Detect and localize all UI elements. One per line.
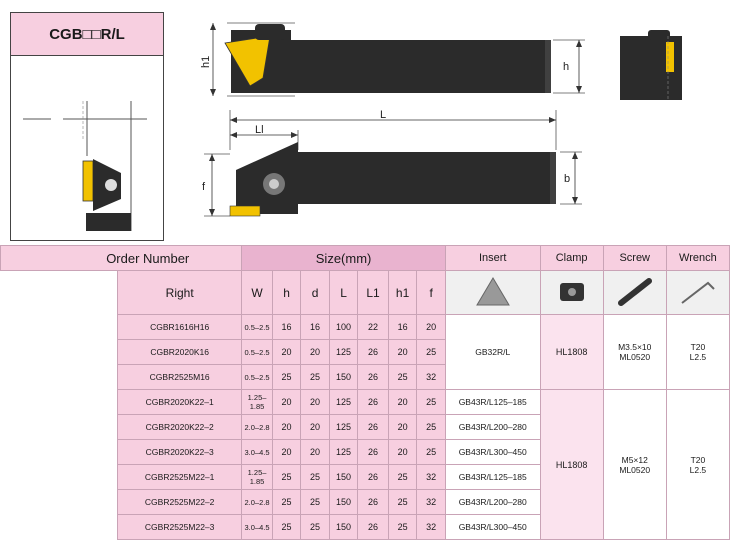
screw-size: M3.5×10 bbox=[618, 342, 652, 352]
cell-h: 25 bbox=[272, 365, 301, 390]
insert-cell: GB43R/L200–280 bbox=[445, 415, 540, 440]
cell-L1: 26 bbox=[358, 490, 389, 515]
cell-f: 32 bbox=[417, 465, 446, 490]
screw-header: Screw bbox=[603, 246, 666, 271]
clamp-thumbnail bbox=[540, 271, 603, 315]
wrench-header: Wrench bbox=[666, 246, 729, 271]
cell-h1: 16 bbox=[388, 315, 417, 340]
insert-header: Insert bbox=[445, 246, 540, 271]
cell-d: 25 bbox=[301, 515, 330, 540]
cell-d: 20 bbox=[301, 415, 330, 440]
cell-f: 32 bbox=[417, 515, 446, 540]
wrench-cell bbox=[666, 315, 729, 390]
tool-end-view bbox=[618, 28, 690, 102]
dim-f-label: f bbox=[202, 181, 206, 193]
cell-h1: 25 bbox=[388, 515, 417, 540]
cell-h: 25 bbox=[272, 515, 301, 540]
cell-h: 16 bbox=[272, 315, 301, 340]
cell-L: 150 bbox=[329, 465, 358, 490]
cell-L: 125 bbox=[329, 340, 358, 365]
wrench-thumbnail bbox=[666, 271, 729, 315]
dim-b-label: b bbox=[564, 173, 571, 185]
cell-h: 25 bbox=[272, 465, 301, 490]
col-w-header: W bbox=[242, 271, 273, 315]
cell-h: 25 bbox=[272, 490, 301, 515]
tool-front-view bbox=[200, 110, 590, 228]
wrench-icon bbox=[676, 275, 720, 309]
screw-code: ML0520 bbox=[619, 464, 651, 475]
dim-h1-label: h1 bbox=[200, 55, 212, 68]
tool-top-view bbox=[195, 18, 595, 103]
cell-L1: 26 bbox=[358, 415, 389, 440]
insert-cell: GB32R/L bbox=[445, 315, 540, 390]
table-row-model: CGBR2020K22–1 bbox=[118, 390, 242, 415]
cell-h1: 20 bbox=[388, 440, 417, 465]
right-header: Right bbox=[118, 271, 242, 315]
wrench-size: T20 bbox=[690, 454, 706, 465]
insert-cell: GB43R/L300–450 bbox=[445, 515, 540, 540]
clamp-icon bbox=[552, 275, 592, 309]
col-L-header: L bbox=[329, 271, 358, 315]
cell-h: 20 bbox=[272, 415, 301, 440]
wrench-code: L2.5 bbox=[689, 464, 707, 475]
cell-w: 0.5–2.5 bbox=[242, 340, 273, 365]
order-number-header: Order Number bbox=[1, 246, 242, 271]
dim-h-label: h bbox=[563, 61, 570, 73]
cell-d: 20 bbox=[301, 340, 330, 365]
cell-d: 25 bbox=[301, 490, 330, 515]
cell-f: 32 bbox=[417, 490, 446, 515]
cell-d: 25 bbox=[301, 465, 330, 490]
cell-L: 125 bbox=[329, 390, 358, 415]
table-row-model: CGBR2525M22–3 bbox=[118, 515, 242, 540]
col-d-header: d bbox=[301, 271, 330, 315]
cell-d: 16 bbox=[301, 315, 330, 340]
screw-icon bbox=[613, 275, 657, 309]
cell-w: 0.5–2.5 bbox=[242, 365, 273, 390]
cell-w: 0.5–2.5 bbox=[242, 315, 273, 340]
cell-L1: 26 bbox=[358, 515, 389, 540]
table-row-model: CGBR2525M22–1 bbox=[118, 465, 242, 490]
cell-h: 20 bbox=[272, 440, 301, 465]
cell-L1: 26 bbox=[358, 465, 389, 490]
table-row-model: CGBR1616H16 bbox=[118, 315, 242, 340]
insert-cell: GB43R/L125–185 bbox=[445, 390, 540, 415]
table-row-model: CGBR2525M22–2 bbox=[118, 490, 242, 515]
cell-f: 25 bbox=[417, 340, 446, 365]
cell-L1: 26 bbox=[358, 340, 389, 365]
cell-w: 3.0–4.5 bbox=[242, 440, 273, 465]
cell-f: 20 bbox=[417, 315, 446, 340]
dim-L1-label: Ll bbox=[255, 124, 264, 136]
col-f-header: f bbox=[417, 271, 446, 315]
size-header: Size(mm) bbox=[242, 246, 446, 271]
screw-size: M5×12 bbox=[621, 454, 648, 465]
table-row-model: CGBR2525M16 bbox=[118, 365, 242, 390]
col-h-header: h bbox=[272, 271, 301, 315]
cell-L: 150 bbox=[329, 365, 358, 390]
cell-L1: 26 bbox=[358, 365, 389, 390]
insert-cell: GB43R/L125–185 bbox=[445, 465, 540, 490]
insert-icon bbox=[473, 275, 513, 309]
screw-cell bbox=[603, 315, 666, 390]
wrench-size: T20 bbox=[690, 342, 706, 352]
cell-d: 20 bbox=[301, 390, 330, 415]
cell-L: 125 bbox=[329, 440, 358, 465]
cell-h: 20 bbox=[272, 390, 301, 415]
cell-w: 2.0–2.8 bbox=[242, 490, 273, 515]
table-row-model: CGBR2020K16 bbox=[118, 340, 242, 365]
model-title: CGB□□R/L bbox=[11, 13, 163, 56]
cell-h1: 20 bbox=[388, 415, 417, 440]
cell-L1: 26 bbox=[358, 390, 389, 415]
cell-d: 20 bbox=[301, 440, 330, 465]
tool-sketch bbox=[21, 101, 153, 231]
insert-cell: GB43R/L300–450 bbox=[445, 440, 540, 465]
cell-w: 1.25–1.85 bbox=[242, 465, 273, 490]
cell-h1: 20 bbox=[388, 390, 417, 415]
cell-L1: 26 bbox=[358, 440, 389, 465]
screw-cell bbox=[603, 390, 666, 540]
clamp-cell: HL1808 bbox=[540, 390, 603, 540]
blank-cell bbox=[1, 271, 118, 540]
cell-h1: 25 bbox=[388, 365, 417, 390]
insert-thumbnail bbox=[445, 271, 540, 315]
cell-L: 150 bbox=[329, 490, 358, 515]
cell-L: 125 bbox=[329, 415, 358, 440]
cell-h1: 20 bbox=[388, 340, 417, 365]
dim-L-label: L bbox=[380, 110, 387, 121]
cell-d: 25 bbox=[301, 365, 330, 390]
cell-f: 25 bbox=[417, 390, 446, 415]
cell-h: 20 bbox=[272, 340, 301, 365]
screw-code: ML0520 bbox=[619, 352, 651, 362]
cell-L: 100 bbox=[329, 315, 358, 340]
cell-w: 2.0–2.8 bbox=[242, 415, 273, 440]
cell-f: 25 bbox=[417, 415, 446, 440]
cell-h1: 25 bbox=[388, 465, 417, 490]
col-L1-header: L1 bbox=[358, 271, 389, 315]
insert-cell: GB43R/L200–280 bbox=[445, 490, 540, 515]
cell-L: 150 bbox=[329, 515, 358, 540]
model-box bbox=[10, 12, 164, 241]
cell-w: 3.0–4.5 bbox=[242, 515, 273, 540]
cell-L1: 22 bbox=[358, 315, 389, 340]
wrench-cell bbox=[666, 390, 729, 540]
wrench-code: L2.5 bbox=[689, 352, 707, 362]
screw-thumbnail bbox=[603, 271, 666, 315]
col-h1-header: h1 bbox=[388, 271, 417, 315]
cell-w: 1.25–1.85 bbox=[242, 390, 273, 415]
table-row-model: CGBR2020K22–2 bbox=[118, 415, 242, 440]
cell-f: 25 bbox=[417, 440, 446, 465]
spec-table bbox=[0, 245, 730, 540]
table-row-model: CGBR2020K22–3 bbox=[118, 440, 242, 465]
cell-h1: 25 bbox=[388, 490, 417, 515]
clamp-cell: HL1808 bbox=[540, 315, 603, 390]
cell-f: 32 bbox=[417, 365, 446, 390]
clamp-header: Clamp bbox=[540, 246, 603, 271]
